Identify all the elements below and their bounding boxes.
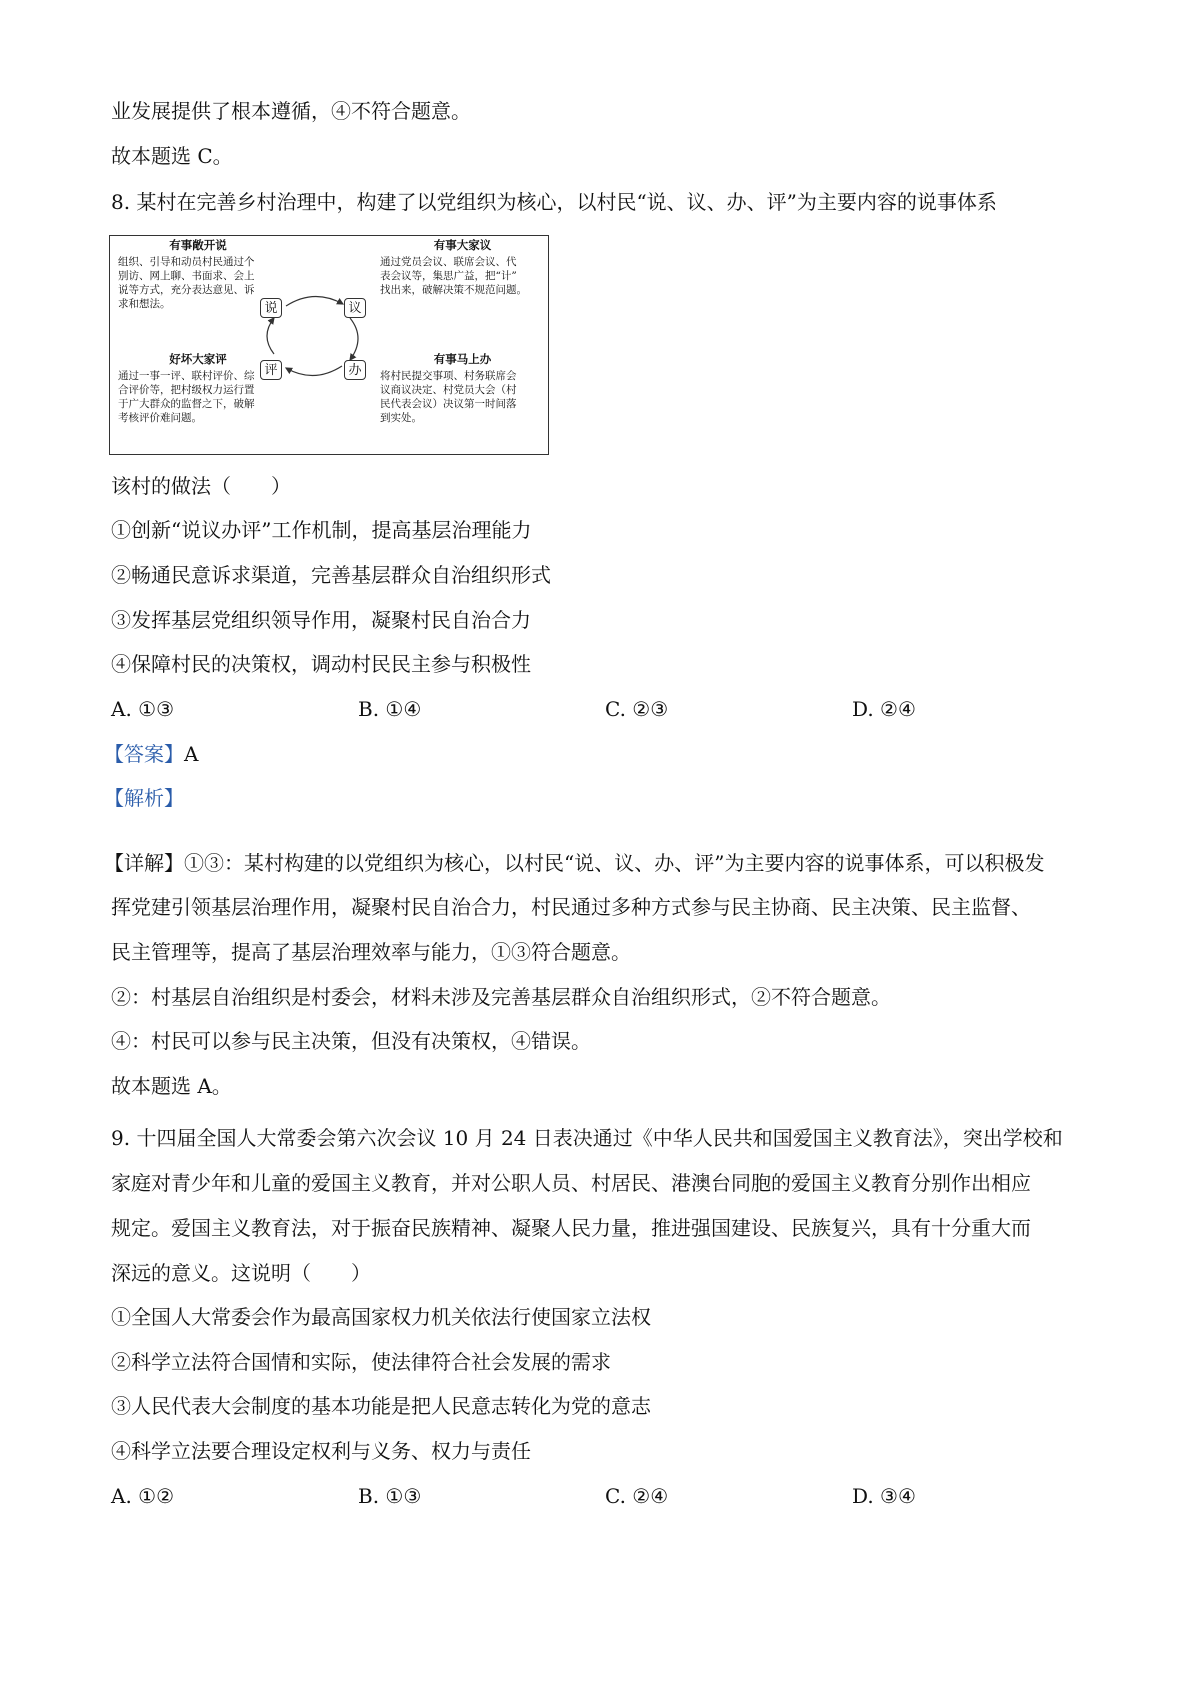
option-b: B. ①③ (358, 1484, 422, 1508)
block-discuss (380, 238, 545, 297)
question-8-stem: 8. 某村在完善乡村治理中，构建了以党组织为核心，以村民“说、议、办、评”为主要内容的说事体系 (111, 190, 997, 214)
analysis-tag: 【解析】 (104, 786, 184, 810)
question-9-stem: 深远的意义。这说明（ ） (111, 1261, 371, 1285)
question-9-stem: 家庭对青少年和儿童的爱国主义教育，并对公职人员、村居民、港澳台同胞的爱国主义教育分别作出相应 (111, 1171, 1031, 1195)
block-evaluate-title: 好坏大家评 (169, 352, 227, 366)
statement: ④科学立法要合理设定权利与义务、权力与责任 (111, 1439, 531, 1463)
statement: ④保障村民的决策权，调动村民民主参与积极性 (111, 652, 531, 676)
text-line: 故本题选 C。 (111, 144, 233, 168)
option-a: A. ①③ (111, 697, 175, 721)
block-say-title: 有事敞开说 (169, 238, 227, 252)
statement: ①创新“说议办评”工作机制，提高基层治理能力 (111, 518, 532, 542)
block-handle-text: 将村民提交事项、村务联席会 议商议决定、村党员大会（村 民代表会议）决议第一时间落 到实处。 (380, 370, 517, 424)
block-handle-title: 有事马上办 (433, 352, 492, 366)
question-9-options (111, 1482, 1111, 1510)
block-say (118, 238, 278, 311)
statement: ③发挥基层党组织领导作用，凝聚村民自治合力 (111, 608, 531, 632)
option-c: C. ②④ (605, 1484, 669, 1508)
detail-text: 民主管理等，提高了基层治理效率与能力，①③符合题意。 (111, 940, 631, 964)
detail-line (104, 849, 1044, 877)
block-discuss-title: 有事大家议 (433, 238, 492, 252)
answer-line (104, 740, 198, 768)
statement: ②科学立法符合国情和实际，使法律符合社会发展的需求 (111, 1350, 611, 1374)
text-line: 业发展提供了根本遵循，④不符合题意。 (111, 99, 471, 123)
question-9-stem: 9. 十四届全国人大常委会第六次会议 10 月 24 日表决通过《中华人民共和国爱国主义教育法》，突出学校和 (111, 1126, 1063, 1150)
option-d: D. ②④ (852, 697, 916, 721)
governance-diagram (109, 235, 549, 455)
detail-text: ①③：某村构建的以党组织为核心，以村民“说、议、办、评”为主要内容的说事体系，可以积极发 (184, 851, 1045, 875)
question-9-stem: 规定。爱国主义教育法，对于振奋民族精神、凝聚人民力量，推进强国建设、民族复兴，具有十分重大而 (111, 1216, 1031, 1240)
detail-text: 挥党建引领基层治理作用，凝聚村民自治合力，村民通过多种方式参与民主协商、民主决策、民主监督、 (111, 895, 1031, 919)
detail-tag: 【详解】 (104, 851, 184, 875)
node-evaluate: 评 (260, 360, 282, 380)
option-d: D. ③④ (852, 1484, 916, 1508)
option-b: B. ①④ (358, 697, 422, 721)
block-discuss-text: 通过党员会议、联席会议、代 表会议等，集思广益，把“计” 找出来，破解决策不规范问题。 (380, 256, 527, 296)
detail-text: ④：村民可以参与民主决策，但没有决策权，④错误。 (111, 1029, 591, 1053)
block-say-text: 组织、引导和动员村民通过个 别访、网上聊、书面求、会上 说等方式，充分表达意见、诉 求和想法。 (118, 256, 255, 310)
detail-text: ②：村基层自治组织是村委会，材料未涉及完善基层群众自治组织形式，②不符合题意。 (111, 985, 891, 1009)
node-handle: 办 (344, 360, 366, 380)
block-evaluate-text: 通过一事一评、联村评价、综 合评价等，把村级权力运行置 于广大群众的监督之下，破解 考核评价难问题。 (118, 370, 255, 424)
answer-value: A (184, 742, 199, 766)
statement: ①全国人大常委会作为最高国家权力机关依法行使国家立法权 (111, 1305, 651, 1329)
option-a: A. ①② (111, 1484, 175, 1508)
question-8-ask: 该村的做法（ ） (111, 474, 291, 498)
answer-tag: 【答案】 (104, 742, 184, 766)
statement: ③人民代表大会制度的基本功能是把人民意志转化为党的意志 (111, 1394, 651, 1418)
conclusion: 故本题选 A。 (111, 1074, 232, 1098)
block-handle (380, 352, 545, 425)
statement: ②畅通民意诉求渠道，完善基层群众自治组织形式 (111, 563, 551, 587)
option-c: C. ②③ (605, 697, 669, 721)
analysis-line (104, 784, 184, 812)
block-evaluate (118, 352, 278, 425)
question-8-options (111, 695, 1111, 723)
node-discuss: 议 (344, 298, 366, 318)
node-say: 说 (260, 298, 282, 318)
